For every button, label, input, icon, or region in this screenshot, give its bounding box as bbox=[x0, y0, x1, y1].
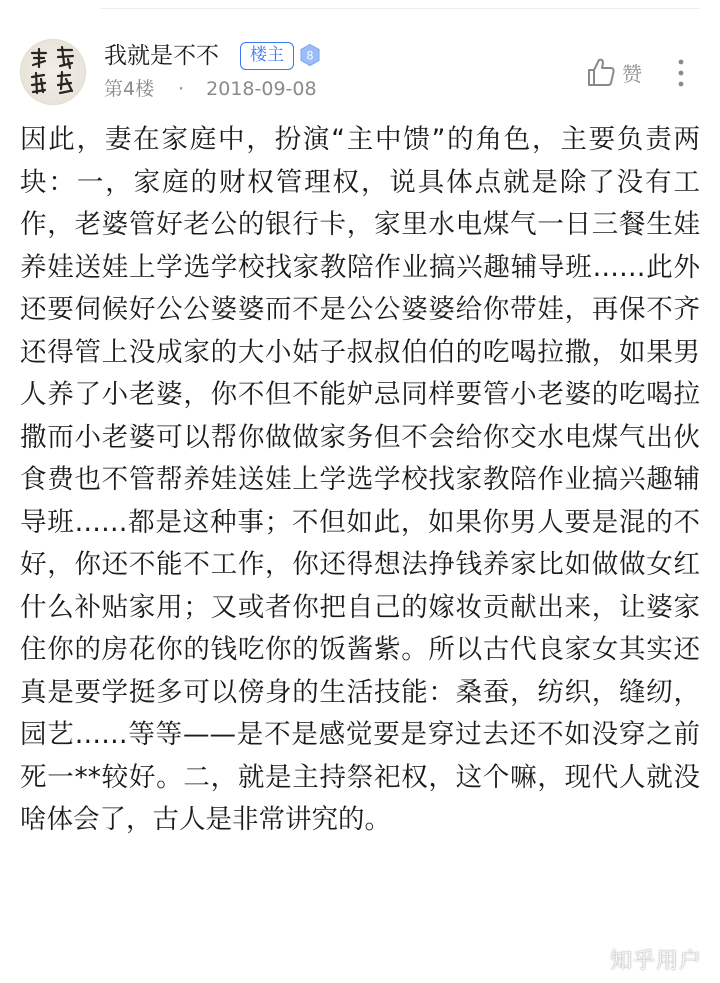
like-label: 赞 bbox=[622, 61, 642, 86]
level-number: 8 bbox=[306, 48, 314, 63]
top-divider bbox=[100, 8, 700, 9]
op-badge: 楼主 bbox=[240, 42, 294, 70]
more-options-button[interactable] bbox=[668, 56, 694, 90]
calligraphy-avatar-icon bbox=[20, 39, 86, 105]
watermark: 知乎用户 bbox=[609, 949, 702, 974]
post-content bbox=[20, 119, 700, 979]
post-date: 2018-09-08 bbox=[206, 78, 317, 100]
post-body-text: 因此，妻在家庭中，扮演“主中馈”的角色，主要负责两块：一，家庭的财权管理权，说具体点就是除了没有工作，老婆管好老公的银行卡，家里水电煤气一日三餐生娃养娃送娃上学选学校找家教陪作业搞兴趣辅导班……此外还要伺候好公公婆婆而不是公公婆婆给你带娃，再保不齐还得管上没成家的大小姑子叔叔伯伯的吃喝拉撒，如果男人养了小老婆，你不但不能妒忌同样要管小老婆的吃喝拉撒而小老婆可以帮你做做家务但不会给你交水电煤气出伙食费也不管帮养娃送娃上学选学校找家教陪作业搞兴趣辅导班……都是这种事；不但如此，如果你男人要是混的不好，你还不能不工作，你还得想法挣钱养家比如做做女红什么补贴家用；又或者你把自己的嫁妆贡献出来，让婆家住你的房花你的钱吃你的饭酱紫。所以古代良家女其实还真是要学挺多可以傍身的生活技能：桑蚕，纺织，缝纫，园艺……等等——是不是感觉要是穿过去还不如没穿之前死一**较好。二，就是主持祭祀权，这个嘛，现代人就没啥体会了，古人是非常讲究的。 bbox=[20, 124, 700, 835]
avatar[interactable] bbox=[20, 39, 86, 105]
meta-separator: · bbox=[178, 78, 185, 100]
author-name[interactable]: 我就是不不 bbox=[104, 43, 219, 69]
more-vertical-icon bbox=[668, 56, 694, 90]
post-meta bbox=[104, 76, 317, 102]
level-badge-icon bbox=[298, 43, 322, 67]
like-button[interactable] bbox=[586, 55, 642, 89]
floor-number: 第4楼 bbox=[104, 78, 155, 100]
thumbs-up-icon bbox=[586, 56, 616, 88]
